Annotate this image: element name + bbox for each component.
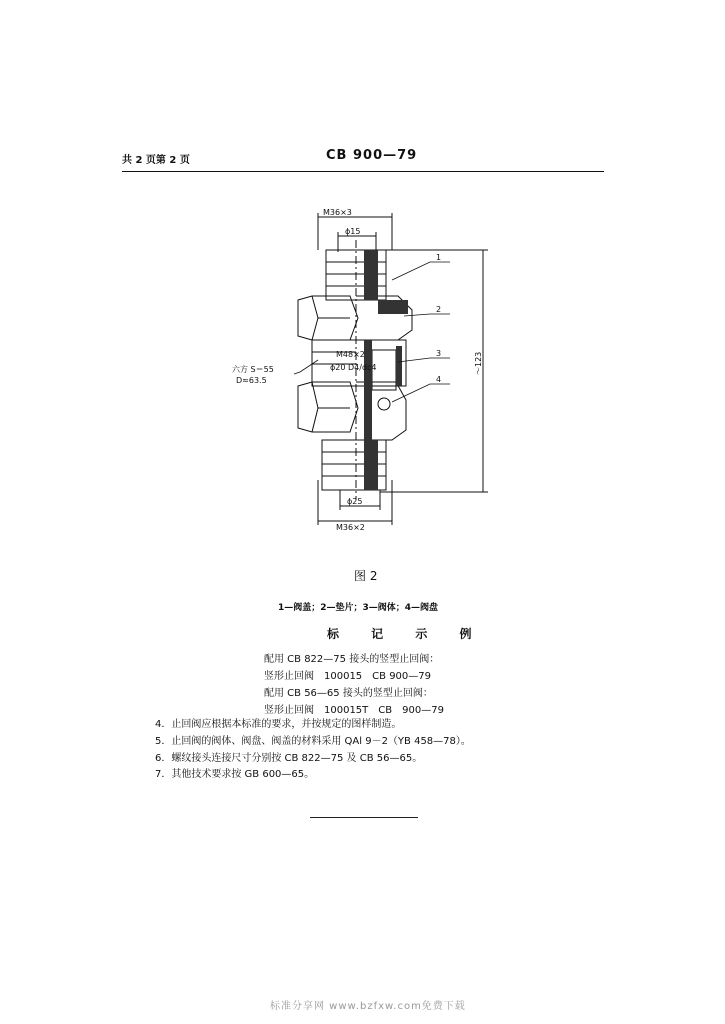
figure-caption: 图 2	[354, 569, 378, 583]
dim-mid-thread: M48×2	[336, 350, 365, 359]
marking-line: 竖形止回阀 100015T CB 900—79	[264, 705, 444, 716]
callout-4: 4	[436, 375, 442, 384]
note-item: 4．止回阀应根据本标准的要求，并按规定的图样制造。	[155, 719, 402, 730]
callout-2: 2	[436, 305, 442, 314]
marking-line: 配用 CB 56—65 接头的竖型止回阀：	[264, 688, 433, 699]
standard-number: CB 900—79	[326, 148, 418, 163]
callout-3: 3	[436, 349, 442, 358]
watermark: 标准分享网 www.bzfxw.com免费下载	[270, 1001, 466, 1012]
marking-line: 配用 CB 822—75 接头的竖型止回阀：	[264, 654, 440, 665]
figure-legend: 1—阀盖；2—垫片；3—阀体；4—阀盘	[278, 603, 439, 613]
dim-hex-size: 六方 S＝55	[232, 365, 274, 374]
dim-top-diameter: ϕ15	[345, 227, 361, 236]
note-item: 7．其他技术要求按 GB 600—65。	[155, 769, 315, 780]
callout-1: 1	[436, 253, 442, 262]
page-info: 共 2 页第 2 页	[122, 155, 190, 166]
note-item: 5．止回阀的阀体、阀盘、阀盖的材料采用 QAl 9－2（YB 458—78）。	[155, 736, 471, 747]
dim-mid-diameter: ϕ20 D4/dc4	[330, 363, 377, 372]
note-item: 6．螺纹接头连接尺寸分别按 CB 822—75 及 CB 56—65。	[155, 753, 423, 764]
dim-top-thread: M36×3	[323, 208, 352, 217]
dim-bottom-thread: M36×2	[336, 523, 365, 532]
dim-overall-height: ～123	[474, 351, 483, 375]
dim-hex-diagonal: D≈63.5	[236, 376, 267, 385]
marking-line: 竖形止回阀 100015 CB 900—79	[264, 671, 432, 682]
marking-title: 标 记 示 例	[327, 627, 486, 641]
dim-bottom-diameter: ϕ25	[347, 497, 363, 506]
end-rule	[310, 817, 418, 818]
